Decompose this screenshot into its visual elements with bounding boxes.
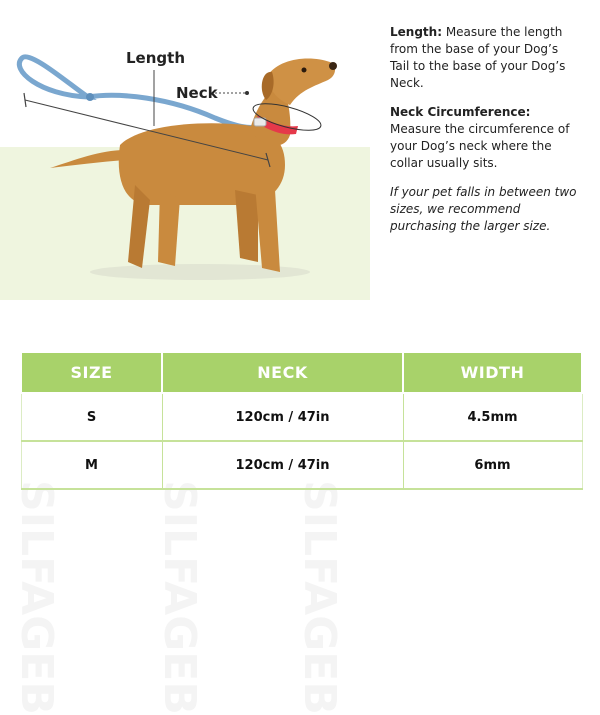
neck-heading: Neck Circumference: <box>390 105 531 119</box>
cell-neck: 120cm / 47in <box>162 441 403 489</box>
length-label: Length <box>126 49 185 67</box>
cell-width: 6mm <box>403 441 582 489</box>
table-row <box>21 441 582 489</box>
cell-size: S <box>21 393 162 441</box>
dog-graphic <box>0 0 370 300</box>
length-text: Measure the length from the base of your Dog’s Tail to the base of your Dog’s Neck. <box>390 25 566 90</box>
neck-text: Measure the circumference of your Dog’s neck where the collar usually sits. <box>390 122 570 170</box>
neck-instruction <box>390 104 580 172</box>
header-neck: NECK <box>162 352 403 393</box>
header-width: WIDTH <box>403 352 582 393</box>
table-header-row <box>21 352 582 393</box>
header-size: SIZE <box>21 352 162 393</box>
cell-width: 4.5mm <box>403 393 582 441</box>
watermark-text: SILFAGEB <box>294 480 345 715</box>
cell-neck: 120cm / 47in <box>162 393 403 441</box>
size-chart-table <box>20 351 583 490</box>
neck-label: Neck <box>176 84 218 102</box>
sizing-note: If your pet falls in between two sizes, we recommend purchasing the larger size. <box>390 185 577 233</box>
dog-measurement-illustration <box>0 0 370 300</box>
watermark-text: SILFAGEB <box>154 480 205 715</box>
watermark-text: SILFAGEB <box>11 480 62 715</box>
length-instruction <box>390 24 580 92</box>
measurement-instructions <box>390 24 580 247</box>
table-row <box>21 393 582 441</box>
length-heading: Length: <box>390 25 442 39</box>
cell-size: M <box>21 441 162 489</box>
